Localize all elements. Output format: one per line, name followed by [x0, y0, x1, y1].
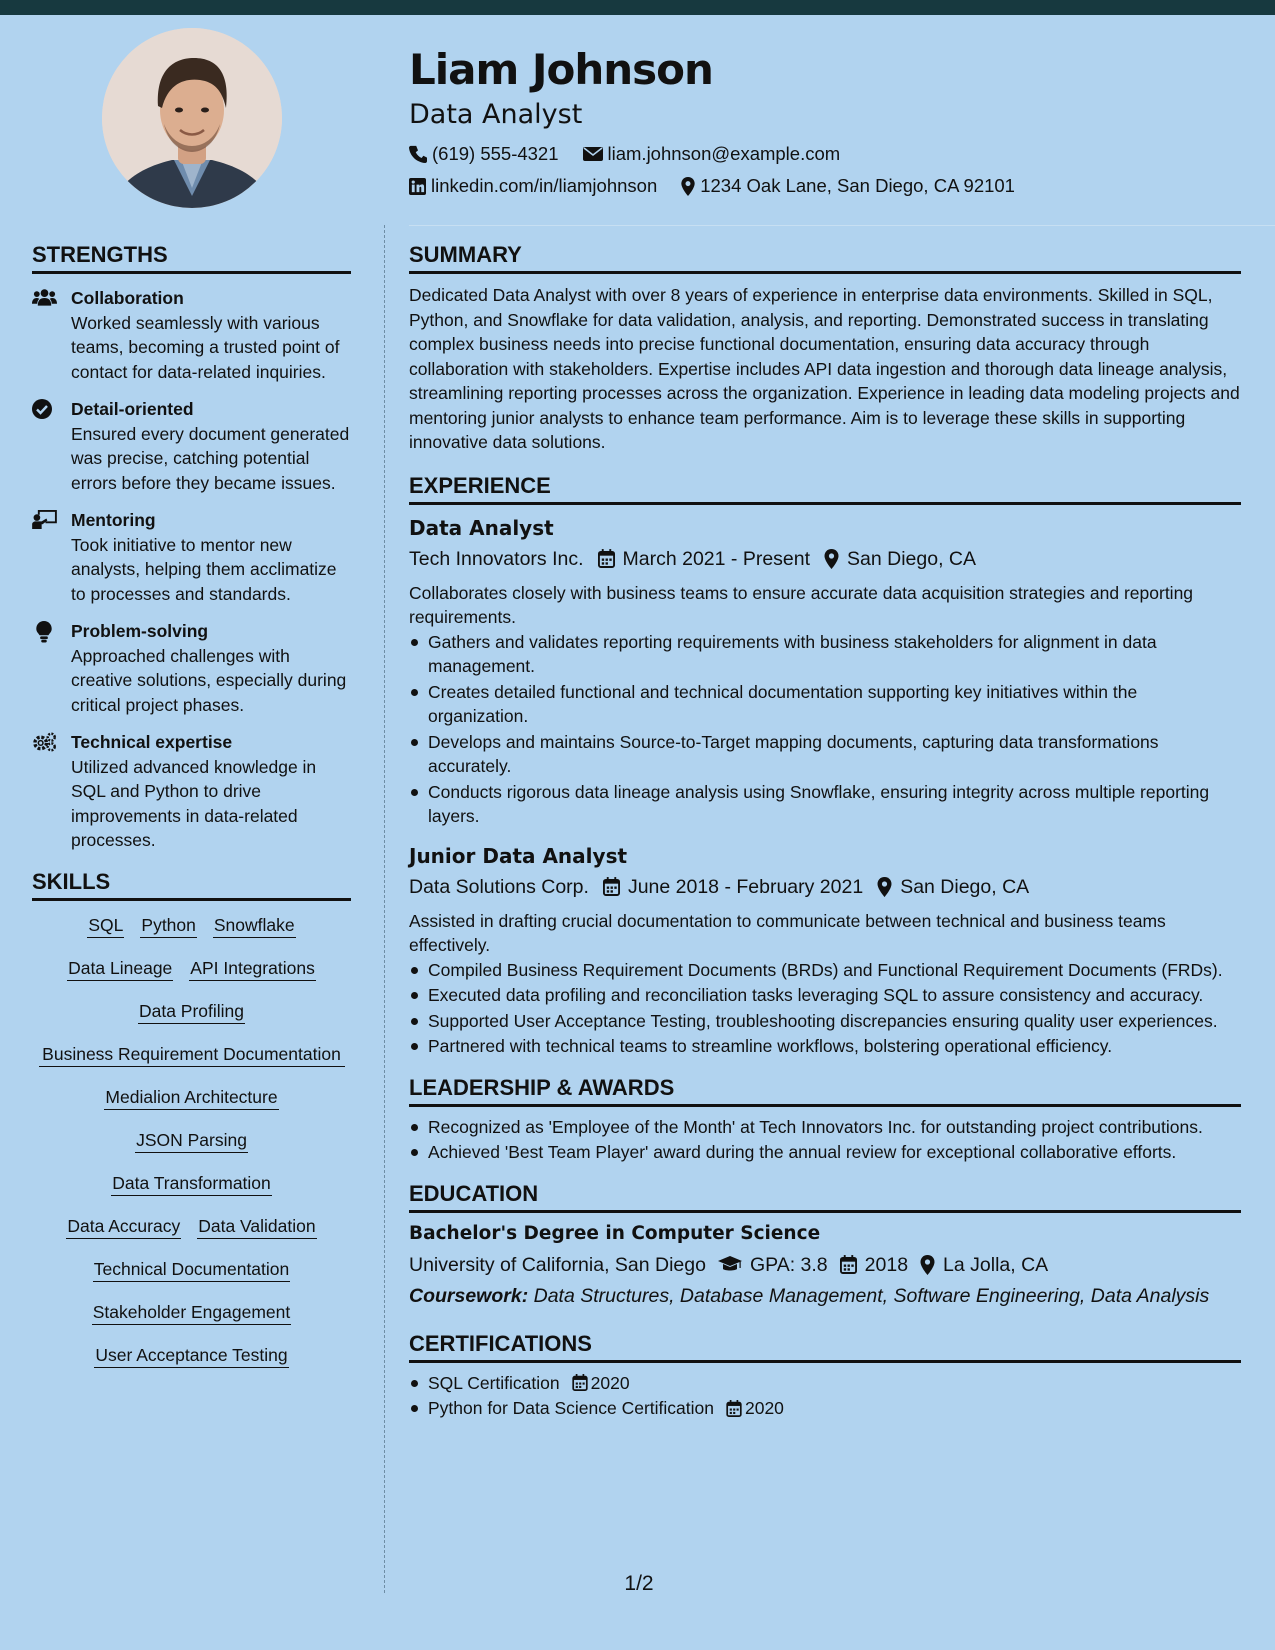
experience-title: EXPERIENCE	[409, 471, 1241, 505]
certification-item	[409, 1396, 1241, 1421]
candidate-role: Data Analyst	[409, 99, 583, 130]
top-color-bar	[0, 0, 1275, 15]
skill-tag: Data Profiling	[138, 999, 245, 1024]
calendar-icon	[726, 1400, 742, 1417]
check-circle-icon	[32, 399, 52, 419]
resume-header	[409, 42, 1239, 202]
phone-icon	[409, 145, 427, 163]
job-title: Data Analyst	[409, 515, 554, 540]
education-gpa: GPA: 3.8	[749, 1253, 828, 1276]
skills-title: SKILLS	[32, 867, 351, 901]
job-company: Tech Innovators Inc.	[409, 547, 584, 570]
list-item: Partnered with technical teams to streamline workflows, bolstering operational efficiency.	[409, 1034, 1241, 1059]
strength-item	[32, 397, 351, 495]
list-item: Supported User Acceptance Testing, troubleshooting discrepancies ensuring quality user experiences.	[409, 1009, 1241, 1034]
education-year: 2018	[864, 1253, 909, 1276]
strength-title: Problem-solving	[71, 621, 209, 641]
skill-tag: Snowflake	[213, 913, 296, 938]
skill-tag: Data Transformation	[111, 1171, 272, 1196]
certifications-title: CERTIFICATIONS	[409, 1329, 1241, 1363]
certifications-list	[409, 1371, 1241, 1421]
header-divider	[409, 225, 1275, 226]
contact-info	[409, 138, 1239, 202]
job-entry	[409, 841, 1241, 1059]
coursework-label: Coursework:	[409, 1284, 529, 1307]
email-text: liam.johnson@example.com	[607, 143, 841, 164]
job-description: Assisted in drafting crucial documentation to communicate between technical and business teams effectively.	[409, 910, 1166, 955]
skills-list	[32, 913, 351, 1368]
list-item: Achieved 'Best Team Player' award during the annual review for exceptional collaborative efforts.	[409, 1140, 1241, 1165]
linkedin-text: linkedin.com/in/liamjohnson	[431, 175, 658, 196]
contact-phone[interactable]	[409, 143, 559, 165]
job-bullets	[409, 630, 1241, 829]
location-pin-icon	[920, 1255, 935, 1275]
calendar-icon	[840, 1255, 857, 1274]
summary-text: Dedicated Data Analyst with over 8 years of experience in enterprise data environments. Skilled in SQL, Python, and Snowflake for data validation, analysis, and reporting. Demonstrated success in translating complex business needs into precise functional documentation, ensuring data accuracy through collaboration with stakeholders. Expertise includes API data ingestion and thorough data lineage analysis, streamlining reporting processes across the organization. Experience in leading data modeling projects and mentoring junior analysts to enhance team performance. Aim is to leverage these skills in supporting innovative data solutions.	[409, 285, 1240, 452]
list-item: Recognized as 'Employee of the Month' at Tech Innovators Inc. for outstanding project contributions.	[409, 1115, 1241, 1140]
leadership-list	[409, 1115, 1241, 1165]
skill-tag: Medialion Architecture	[104, 1085, 278, 1110]
education-location: La Jolla, CA	[943, 1253, 1049, 1276]
education-degree: Bachelor's Degree in Computer Science	[409, 1222, 821, 1244]
calendar-icon	[598, 549, 615, 568]
strength-desc: Took initiative to mentor new analysts, helping them acclimatize to processes and standards.	[71, 534, 337, 604]
lightbulb-icon	[35, 621, 53, 643]
education-school: University of California, San Diego	[409, 1253, 706, 1276]
summary-title: SUMMARY	[409, 240, 1241, 274]
skill-tag: Python	[140, 913, 196, 938]
strength-item	[32, 619, 351, 717]
job-bullets	[409, 958, 1241, 1059]
page-number: 1/2	[624, 1572, 654, 1595]
location-pin-icon	[681, 177, 695, 196]
linkedin-icon	[409, 178, 426, 195]
list-item: Gathers and validates reporting requirements with business stakeholders for alignment in data management.	[409, 630, 1241, 679]
strength-desc: Utilized advanced knowledge in SQL and Python to drive improvements in data-related processes.	[71, 756, 317, 850]
location-pin-icon	[877, 877, 892, 897]
calendar-icon	[572, 1374, 588, 1391]
strength-desc: Worked seamlessly with various teams, becoming a trusted point of contact for data-related inquiries.	[71, 312, 340, 382]
skill-tag: Data Validation	[197, 1214, 316, 1239]
location-pin-icon	[824, 549, 839, 569]
list-item: Creates detailed functional and technical documentation supporting key initiatives within the organization.	[409, 680, 1241, 729]
profile-photo	[102, 28, 282, 208]
chalkboard-teacher-icon	[32, 510, 57, 529]
users-icon	[32, 288, 57, 306]
contact-email[interactable]	[583, 143, 841, 165]
coursework-list: Data Structures, Database Management, Software Engineering, Data Analysis	[528, 1284, 1210, 1307]
calendar-icon	[603, 877, 620, 896]
candidate-name: Liam Johnson	[409, 45, 713, 94]
column-divider	[384, 225, 385, 1593]
education-title: EDUCATION	[409, 1179, 1241, 1213]
strength-desc: Approached challenges with creative solutions, especially during critical project phases.	[71, 645, 347, 715]
right-column	[409, 240, 1241, 1422]
skill-tag: JSON Parsing	[135, 1128, 248, 1153]
strength-item	[32, 730, 351, 853]
certification-year: 2020	[744, 1398, 784, 1418]
job-location: San Diego, CA	[900, 875, 1030, 898]
job-entry	[409, 513, 1241, 829]
envelope-icon	[583, 146, 603, 162]
skill-tag: SQL	[87, 913, 124, 938]
gears-icon	[32, 732, 57, 752]
job-dates: June 2018 - February 2021	[627, 875, 864, 898]
job-meta	[409, 543, 1241, 575]
contact-address	[681, 175, 1015, 197]
leadership-title: LEADERSHIP & AWARDS	[409, 1073, 1241, 1107]
job-location: San Diego, CA	[847, 547, 977, 570]
list-item: Compiled Business Requirement Documents (BRDs) and Functional Requirement Documents (FRDs).	[409, 958, 1241, 983]
skill-tag: User Acceptance Testing	[94, 1343, 288, 1368]
strength-item	[32, 286, 351, 384]
skill-tag: Data Lineage	[67, 956, 173, 981]
certification-item	[409, 1371, 1241, 1396]
skill-tag: Stakeholder Engagement	[92, 1300, 292, 1325]
job-meta	[409, 871, 1241, 903]
list-item: Develops and maintains Source-to-Target mapping documents, capturing data transformations accurately.	[409, 730, 1241, 779]
list-item: Conducts rigorous data lineage analysis using Snowflake, ensuring integrity across multiple reporting layers.	[409, 780, 1241, 829]
skill-tag: API Integrations	[189, 956, 316, 981]
strength-title: Collaboration	[71, 288, 184, 308]
certification-year: 2020	[590, 1372, 630, 1393]
skill-tag: Technical Documentation	[93, 1257, 291, 1282]
job-title: Junior Data Analyst	[409, 843, 628, 868]
education-meta	[409, 1249, 1241, 1281]
left-column	[32, 240, 351, 1386]
strengths-list	[32, 286, 351, 853]
strengths-title: STRENGTHS	[32, 240, 351, 274]
job-description: Collaborates closely with business teams to ensure accurate data acquisition strategies and reporting requirements.	[409, 582, 1194, 627]
contact-linkedin[interactable]	[409, 175, 657, 197]
list-item: Executed data profiling and reconciliation tasks leveraging SQL to assure consistency and accuracy.	[409, 983, 1241, 1008]
education-coursework	[409, 1281, 1241, 1311]
phone-text: (619) 555-4321	[432, 143, 559, 164]
job-company: Data Solutions Corp.	[409, 875, 589, 898]
job-dates: March 2021 - Present	[622, 547, 811, 570]
skill-tag: Data Accuracy	[66, 1214, 181, 1239]
strength-desc: Ensured every document generated was precise, catching potential errors before they became issues.	[71, 423, 350, 493]
certification-name: SQL Certification	[428, 1372, 560, 1393]
strength-title: Technical expertise	[71, 732, 233, 752]
strength-title: Mentoring	[71, 510, 156, 530]
certification-name: Python for Data Science Certification	[428, 1398, 714, 1418]
address-text: 1234 Oak Lane, San Diego, CA 92101	[700, 175, 1015, 196]
strength-item	[32, 508, 351, 606]
graduation-cap-icon	[718, 1256, 742, 1273]
skill-tag: Business Requirement Documentation	[39, 1042, 345, 1067]
strength-title: Detail-oriented	[71, 399, 194, 419]
